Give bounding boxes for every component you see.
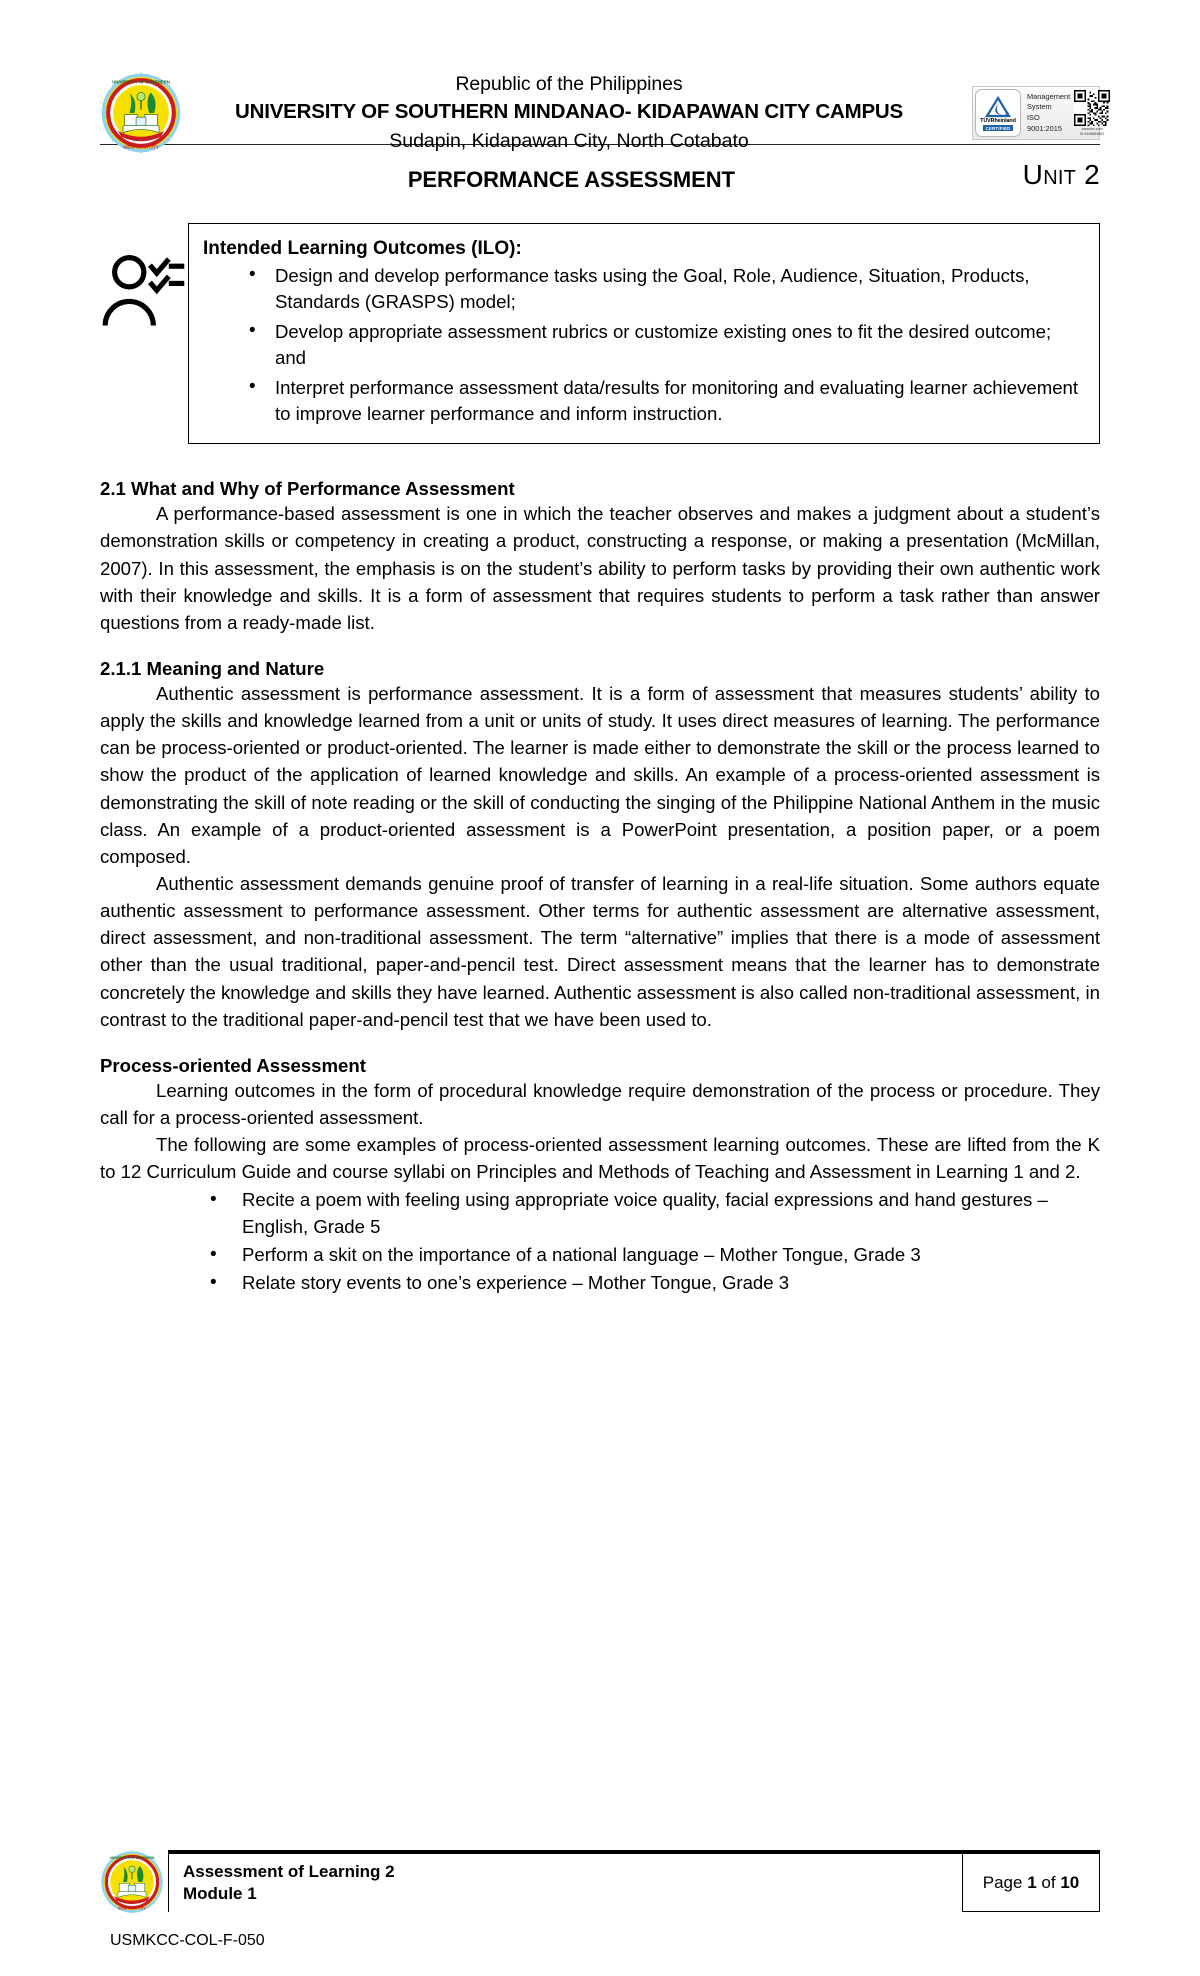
ilo-list: [203, 263, 1081, 427]
form-code: USMKCC-COL-F-050: [110, 1932, 265, 1949]
person-checklist-icon: [100, 243, 186, 329]
process-oriented-examples-list: [100, 1187, 1100, 1296]
certified-label: CERTIFIED: [983, 125, 1014, 131]
qr-id-label: ID 9108854667: [1079, 132, 1105, 136]
republic-line: Republic of the Philippines: [455, 73, 683, 96]
document-footer: [0, 1848, 1200, 1976]
page-number-cell: [962, 1854, 1100, 1913]
unit-number: 2: [1084, 159, 1100, 190]
ilo-heading: Intended Learning Outcomes (ILO):: [203, 238, 522, 259]
qr-url-label: www.tuv.com: [1081, 126, 1103, 131]
page-of: of: [1041, 1872, 1056, 1892]
section-2-1-1: [100, 658, 1100, 1033]
page-total: 10: [1060, 1872, 1080, 1892]
section-2-1: [100, 478, 1100, 636]
body-paragraph: Learning outcomes in the form of procedural knowledge require demonstration of the process or procedure. They call for a process-oriented assessment.: [100, 1079, 1100, 1129]
ilo-list-item: • Interpret performance assessment data/results for monitoring and evaluating learner achievement to improve learner performance and inform instruction.: [249, 375, 1081, 428]
list-item: • Perform a skit on the importance of a national language – Mother Tongue, Grade 3: [210, 1242, 1100, 1269]
section-process-oriented: [100, 1055, 1100, 1297]
section-heading: 2.1 What and Why of Performance Assessment: [100, 478, 515, 500]
svg-text:KIDAPAWAN CITY: KIDAPAWAN CITY: [123, 144, 159, 150]
page-prefix: Page: [982, 1872, 1023, 1892]
qr-code-icon: [1074, 90, 1110, 126]
ilo-list-item: • Develop appropriate assessment rubrics or customize existing ones to fit the desired outcome; and: [249, 319, 1081, 372]
svg-text:KIDAPAWAN CITY: KIDAPAWAN CITY: [118, 1906, 146, 1911]
iso-badge-text: [1023, 87, 1070, 139]
footer-row: [100, 1848, 1100, 1914]
tuv-brand-label: TÜVRheinland: [980, 117, 1016, 124]
body-paragraph: Authentic assessment is performance assessment. It is a form of assessment that measures students’ ability to apply the skills and knowledge learned from a unit or units of study. It uses direct measures of learning. The performance can be process-oriented or product-oriented. The learner is made either to demonstrate the skill or the process learned to show the product of the application of learned knowledge and skills. An example of a process-oriented assessment is demonstrating the skill of note reading or the skill of conducting the singing of the Philippine National Anthem in the music class. An example of a product-oriented assessment is a PowerPoint presentation, a position paper, or a poem composed.: [100, 683, 1100, 867]
tuv-rheinland-logo-icon: [975, 89, 1021, 137]
ilo-box: [188, 223, 1100, 444]
section-heading: 2.1.1 Meaning and Nature: [100, 658, 325, 680]
intended-learning-outcomes-section: [100, 223, 1100, 444]
iso-certification-badge: [972, 86, 1105, 140]
document-header: [0, 0, 1200, 152]
header-title-block: [170, 72, 968, 153]
footer-course-title: Assessment of Learning 2: [183, 1861, 395, 1881]
page-number: 1: [1027, 1872, 1037, 1892]
list-item: • Relate story events to one’s experience – Mother Tongue, Grade 3: [210, 1270, 1100, 1297]
iso-line-1: Management: [1027, 91, 1071, 101]
body-paragraph: The following are some examples of process-oriented assessment learning outcomes. These are lifted from the K to 12 Curriculum Guide and course syllabi on Principles and Methods of Teaching and Assessment in Learning 1 and 2.: [100, 1134, 1100, 1183]
footer-table: [168, 1850, 1100, 1913]
footer-course-block: [168, 1854, 962, 1913]
unit-word-rest: NIT: [1043, 167, 1077, 189]
iso-line-2: System: [1027, 102, 1052, 112]
unit-word-first: U: [1022, 159, 1044, 190]
body-paragraph: Authentic assessment demands genuine proof of transfer of learning in a real-life situation. Some authors equate authentic assessment to performance assessment. Other terms for authentic assessment are alternative assessment, direct assessment, and non-traditional assessment. The term “alternative” implies that there is a mode of assessment other than the usual traditional, paper-and-pencil test. Direct assessment means that the learner has to demonstrate concretely the knowledge and skills they have learned. Authentic assessment is also called non-traditional assessment, in contrast to the traditional paper-and-pencil test that we have been used to.: [100, 873, 1100, 1030]
unit-label: [1023, 159, 1100, 193]
ilo-list-item: • Design and develop performance tasks using the Goal, Role, Audience, Situation, Products, Standards (GRASPS) model;: [249, 263, 1081, 316]
section-gap: [100, 636, 1100, 658]
svg-text:UNIVERSITY OF SOUTHERN: UNIVERSITY OF SOUTHERN: [109, 1855, 155, 1860]
university-seal-icon: [100, 1850, 164, 1914]
university-line: UNIVERSITY OF SOUTHERN MINDANAO- KIDAPAWAN CITY CAMPUS: [234, 100, 903, 124]
qr-code-block: [1070, 87, 1114, 139]
address-line: Sudapin, Kidapawan City, North Cotabato: [389, 129, 749, 152]
page-title: PERFORMANCE ASSESSMENT: [407, 167, 735, 192]
list-item: • Recite a poem with feeling using appropriate voice quality, facial expressions and hand gestures – English, Grade 5: [210, 1187, 1100, 1241]
svg-text:UNIVERSITY OF SOUTHERN: UNIVERSITY OF SOUTHERN: [112, 79, 170, 85]
section-gap: [100, 1033, 1100, 1055]
iso-line-3: ISO 9001:2015: [1027, 113, 1062, 133]
section-heading: Process-oriented Assessment: [100, 1054, 366, 1076]
document-body: [100, 478, 1100, 1296]
body-paragraph: A performance-based assessment is one in which the teacher observes and makes a judgment about a student’s demonstration skills or competency in creating a product, constructing a response, or making a presentation (McMillan, 2007). In this assessment, the emphasis is on the student’s ability to perform tasks by providing their own authentic work with their knowledge and skills. It is a form of assessment that requires students to perform a task rather than answer questions from a ready-made list.: [100, 503, 1100, 633]
footer-module-label: Module 1: [183, 1884, 257, 1903]
